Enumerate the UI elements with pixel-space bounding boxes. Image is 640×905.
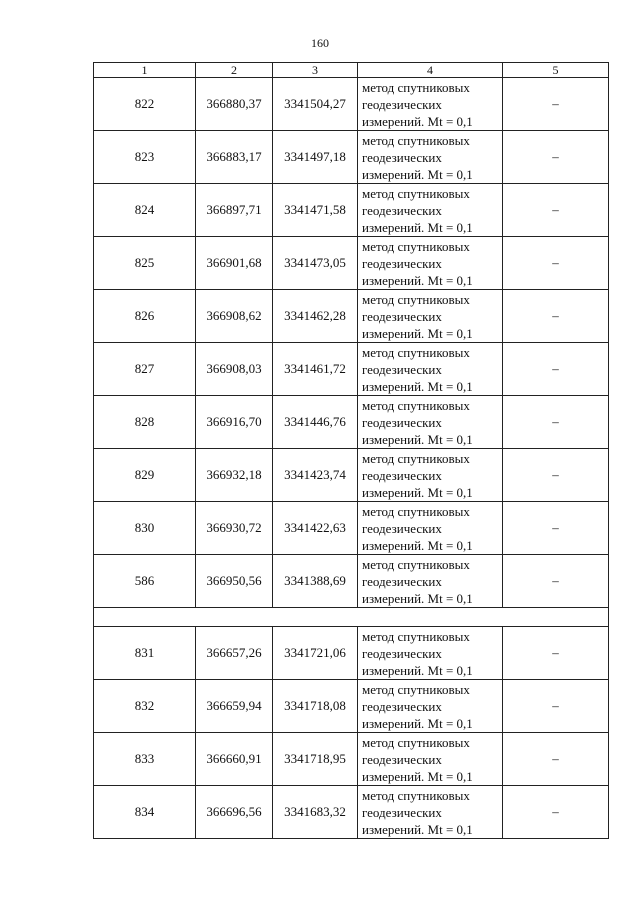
method-line: измерений. Mt = 0,1 [362, 272, 473, 288]
note-cell: – [503, 78, 609, 131]
coordinate-x: 366657,26 [196, 627, 273, 680]
method-line: геодезических [362, 751, 442, 767]
coordinate-y: 3341423,74 [273, 449, 358, 502]
method-line: измерений. Mt = 0,1 [362, 325, 473, 341]
method-line: метод спутниковых [362, 132, 470, 148]
method-line: измерений. Mt = 0,1 [362, 715, 473, 731]
method-line: измерений. Mt = 0,1 [362, 821, 473, 837]
method-line: геодезических [362, 520, 442, 536]
point-number: 828 [94, 396, 196, 449]
table-row [94, 555, 609, 608]
method-cell [358, 237, 503, 290]
method-cell [358, 786, 503, 839]
point-number: 825 [94, 237, 196, 290]
method-line: метод спутниковых [362, 450, 470, 466]
method-line: измерений. Mt = 0,1 [362, 537, 473, 553]
method-line: геодезических [362, 308, 442, 324]
method-line: метод спутниковых [362, 185, 470, 201]
point-number: 830 [94, 502, 196, 555]
table-row [94, 184, 609, 237]
coordinate-x: 366908,62 [196, 290, 273, 343]
note-cell: – [503, 555, 609, 608]
method-line: метод спутниковых [362, 291, 470, 307]
group-separator-row [94, 608, 609, 627]
coordinate-y: 3341388,69 [273, 555, 358, 608]
method-cell [358, 555, 503, 608]
table-row [94, 343, 609, 396]
coordinate-x: 366659,94 [196, 680, 273, 733]
table-row [94, 786, 609, 839]
point-number: 833 [94, 733, 196, 786]
coordinate-y: 3341718,95 [273, 733, 358, 786]
method-line: метод спутниковых [362, 238, 470, 254]
method-line: геодезических [362, 96, 442, 112]
method-line: геодезических [362, 698, 442, 714]
coordinate-x: 366660,91 [196, 733, 273, 786]
method-line: геодезических [362, 149, 442, 165]
table-header-row [94, 63, 609, 78]
method-cell [358, 396, 503, 449]
method-cell [358, 627, 503, 680]
coordinate-y: 3341683,32 [273, 786, 358, 839]
method-cell [358, 502, 503, 555]
method-line: измерений. Mt = 0,1 [362, 378, 473, 394]
point-number: 827 [94, 343, 196, 396]
method-cell [358, 680, 503, 733]
table-row [94, 627, 609, 680]
method-line: метод спутниковых [362, 397, 470, 413]
coordinate-y: 3341461,72 [273, 343, 358, 396]
method-line: метод спутниковых [362, 681, 470, 697]
method-line: геодезических [362, 467, 442, 483]
point-number: 824 [94, 184, 196, 237]
table-row [94, 237, 609, 290]
coordinate-x: 366930,72 [196, 502, 273, 555]
coordinate-y: 3341497,18 [273, 131, 358, 184]
method-cell [358, 449, 503, 502]
point-number: 831 [94, 627, 196, 680]
method-line: метод спутниковых [362, 344, 470, 360]
table-row [94, 449, 609, 502]
point-number: 586 [94, 555, 196, 608]
table-row [94, 502, 609, 555]
method-cell [358, 343, 503, 396]
method-line: измерений. Mt = 0,1 [362, 219, 473, 235]
method-line: измерений. Mt = 0,1 [362, 590, 473, 606]
column-header-4: 4 [358, 63, 503, 78]
coordinate-y: 3341471,58 [273, 184, 358, 237]
table-row [94, 290, 609, 343]
method-line: метод спутниковых [362, 556, 470, 572]
method-cell [358, 733, 503, 786]
note-cell: – [503, 343, 609, 396]
method-line: геодезических [362, 202, 442, 218]
note-cell: – [503, 786, 609, 839]
note-cell: – [503, 502, 609, 555]
coordinate-x: 366950,56 [196, 555, 273, 608]
coordinate-y: 3341462,28 [273, 290, 358, 343]
table-row [94, 733, 609, 786]
column-header-5: 5 [503, 63, 609, 78]
method-line: геодезических [362, 255, 442, 271]
method-line: метод спутниковых [362, 79, 470, 95]
note-cell: – [503, 237, 609, 290]
method-line: геодезических [362, 414, 442, 430]
coordinate-x: 366932,18 [196, 449, 273, 502]
method-line: измерений. Mt = 0,1 [362, 113, 473, 129]
note-cell: – [503, 396, 609, 449]
coordinate-y: 3341504,27 [273, 78, 358, 131]
note-cell: – [503, 131, 609, 184]
page-number: 160 [311, 36, 329, 50]
coordinate-y: 3341721,06 [273, 627, 358, 680]
coordinate-x: 366880,37 [196, 78, 273, 131]
method-line: геодезических [362, 361, 442, 377]
group-separator-cell [94, 608, 609, 627]
table-row [94, 680, 609, 733]
method-cell [358, 290, 503, 343]
coordinate-y: 3341422,63 [273, 502, 358, 555]
note-cell: – [503, 733, 609, 786]
note-cell: – [503, 290, 609, 343]
method-line: метод спутниковых [362, 503, 470, 519]
coordinate-y: 3341446,76 [273, 396, 358, 449]
method-line: метод спутниковых [362, 787, 470, 803]
coordinates-table [93, 62, 609, 839]
note-cell: – [503, 680, 609, 733]
note-cell: – [503, 449, 609, 502]
coordinate-x: 366908,03 [196, 343, 273, 396]
column-header-1: 1 [94, 63, 196, 78]
point-number: 832 [94, 680, 196, 733]
coordinate-x: 366897,71 [196, 184, 273, 237]
table-row [94, 396, 609, 449]
table-row [94, 131, 609, 184]
coordinate-x: 366883,17 [196, 131, 273, 184]
method-line: метод спутниковых [362, 628, 470, 644]
method-line: геодезических [362, 804, 442, 820]
table-row [94, 78, 609, 131]
point-number: 826 [94, 290, 196, 343]
coordinate-x: 366901,68 [196, 237, 273, 290]
coordinate-x: 366696,56 [196, 786, 273, 839]
column-header-3: 3 [273, 63, 358, 78]
method-line: измерений. Mt = 0,1 [362, 431, 473, 447]
method-line: геодезических [362, 645, 442, 661]
method-cell [358, 184, 503, 237]
coordinate-x: 366916,70 [196, 396, 273, 449]
point-number: 822 [94, 78, 196, 131]
point-number: 829 [94, 449, 196, 502]
method-line: измерений. Mt = 0,1 [362, 768, 473, 784]
note-cell: – [503, 184, 609, 237]
point-number: 823 [94, 131, 196, 184]
point-number: 834 [94, 786, 196, 839]
method-cell [358, 78, 503, 131]
method-cell [358, 131, 503, 184]
method-line: измерений. Mt = 0,1 [362, 662, 473, 678]
method-line: метод спутниковых [362, 734, 470, 750]
note-cell: – [503, 627, 609, 680]
method-line: измерений. Mt = 0,1 [362, 484, 473, 500]
column-header-2: 2 [196, 63, 273, 78]
method-line: измерений. Mt = 0,1 [362, 166, 473, 182]
coordinate-y: 3341473,05 [273, 237, 358, 290]
method-line: геодезических [362, 573, 442, 589]
coordinate-y: 3341718,08 [273, 680, 358, 733]
